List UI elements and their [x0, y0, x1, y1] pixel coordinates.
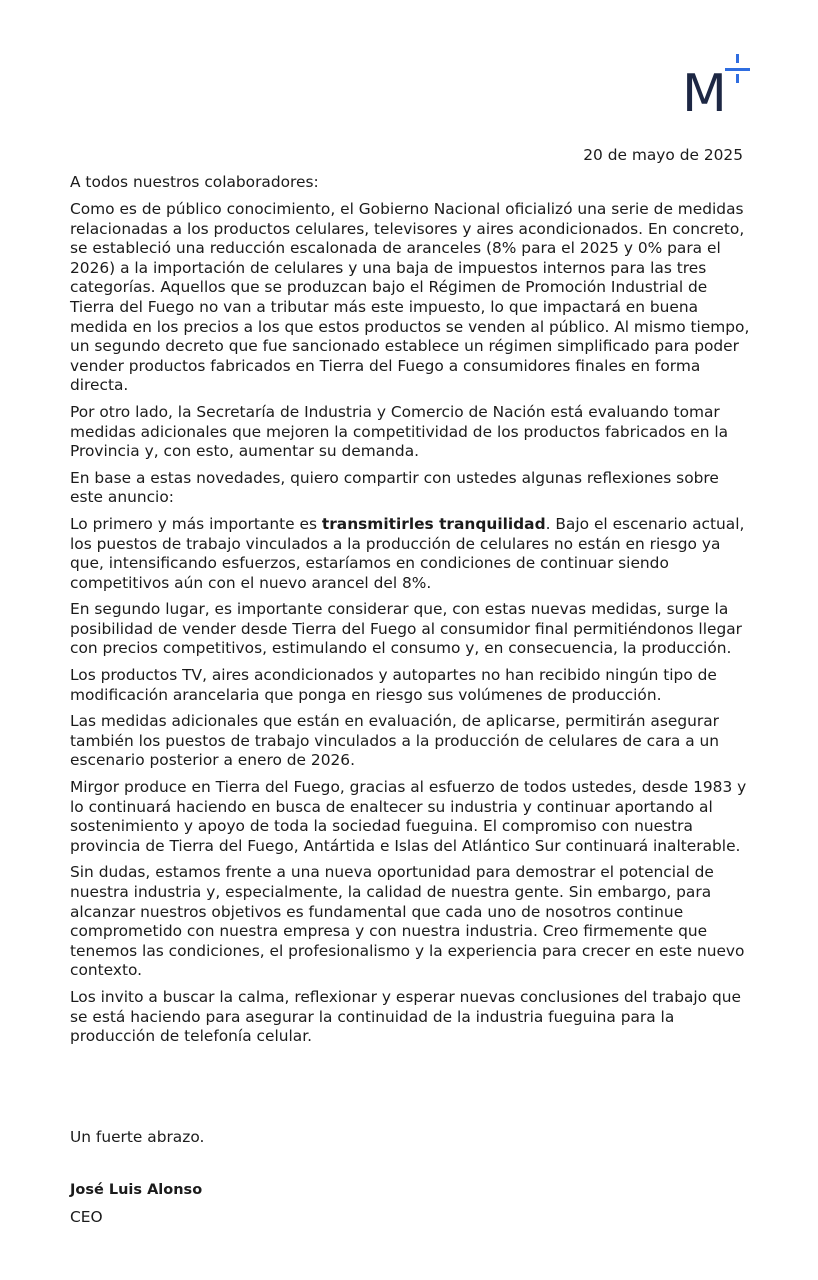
paragraph — [70, 515, 750, 593]
signature-title: CEO — [70, 1208, 103, 1226]
paragraph: Mirgor produce en Tierra del Fuego, gracias al esfuerzo de todos ustedes, desde 1983 y lo continuará haciendo en busca de enaltecer su industria y continuar aportando al sostenimiento y apoyo de toda la sociedad fueguina. El compromiso con nuestra provincia de Tierra del Fuego, Antártida e Islas del Atlántico Sur continuará inalterable. — [70, 778, 747, 855]
greeting: A todos nuestros colaboradores: — [70, 173, 319, 191]
signature-name: José Luis Alonso — [70, 1182, 203, 1198]
paragraph: Como es de público conocimiento, el Gobierno Nacional oficializó una serie de medidas relacionadas a los productos celulares, televisores y aires acondicionados. En concreto, se estableció una reducción escalonada de aranceles (8% para el 2025 y 0% para el 2026) a la importación de celulares y una baja de impuestos internos para las tres categorías. Aquellos que se produzcan bajo el Régimen de Promoción Industrial de Tierra del Fuego no van a tributar más este impuesto, lo que impactará en buena medida en los precios a los que estos productos se venden al público. Al mismo tiempo, un segundo decreto que fue sancionado establece un régimen simplificado para poder vender productos fabricados en Tierra del Fuego a consumidores finales en forma directa. — [70, 200, 750, 395]
paragraph: Por otro lado, la Secretaría de Industria y Comercio de Nación está evaluando tomar medidas adicionales que mejoren la competitividad de los productos fabricados en la Provincia y, con esto, aumentar su demanda. — [70, 402, 729, 461]
paragraph-text: Lo primero y más importante es — [70, 514, 322, 533]
paragraph: Sin dudas, estamos frente a una nueva oportunidad para demostrar el potencial de nuestra industria y, especialmente, la calidad de nuestra gente. Sin embargo, para alcanzar nuestros objetivos es fundamental que cada uno de nosotros continue comprometido con nuestra empresa y con nuestra industria. Creo firmemente que tenemos las condiciones, el profesionalismo y la experiencia para crecer en este nuevo contexto. — [70, 863, 745, 980]
closing: Un fuerte abrazo. — [70, 1128, 205, 1146]
paragraph: Los productos TV, aires acondicionados y autopartes no han recibido ningún tipo de modificación arancelaria que ponga en riesgo sus volúmenes de producción. — [70, 666, 717, 704]
paragraph: En base a estas novedades, quiero compartir con ustedes algunas reflexiones sobre este anuncio: — [70, 468, 719, 507]
paragraph: Las medidas adicionales que están en evaluación, de aplicarse, permitirán asegurar también los puestos de trabajo vinculados a la producción de celulares de cara a un escenario posterior a enero de 2026. — [70, 712, 720, 770]
paragraph-text: . Bajo el escenario actual, los puestos de trabajo vinculados a la producción de celulares no están en riesgo ya que, intensificando esfuerzos, estaríamos en condiciones de continuar siendo competitivos aún con el nuevo arancel del 8%. — [70, 514, 745, 592]
logo-letter: M — [682, 64, 726, 124]
letter-paragraphs — [70, 200, 750, 1054]
paragraph: En segundo lugar, es importante considerar que, con estas nuevas medidas, surge la posibilidad de vender desde Tierra del Fuego al consumidor final permitiéndonos llegar con precios competitivos, estimulando el consumo y, en consecuencia, la producción. — [70, 600, 742, 658]
emphasized-text: transmitirles tranquilidad — [321, 514, 546, 533]
paragraph: Los invito a buscar la calma, reflexionar y esperar nuevas conclusiones del trabajo que se está haciendo para asegurar la continuidad de la industria fueguina para la producción de telefonía celular. — [70, 987, 741, 1046]
company-logo — [678, 50, 754, 124]
letter-date: 20 de mayo de 2025 — [583, 146, 743, 164]
